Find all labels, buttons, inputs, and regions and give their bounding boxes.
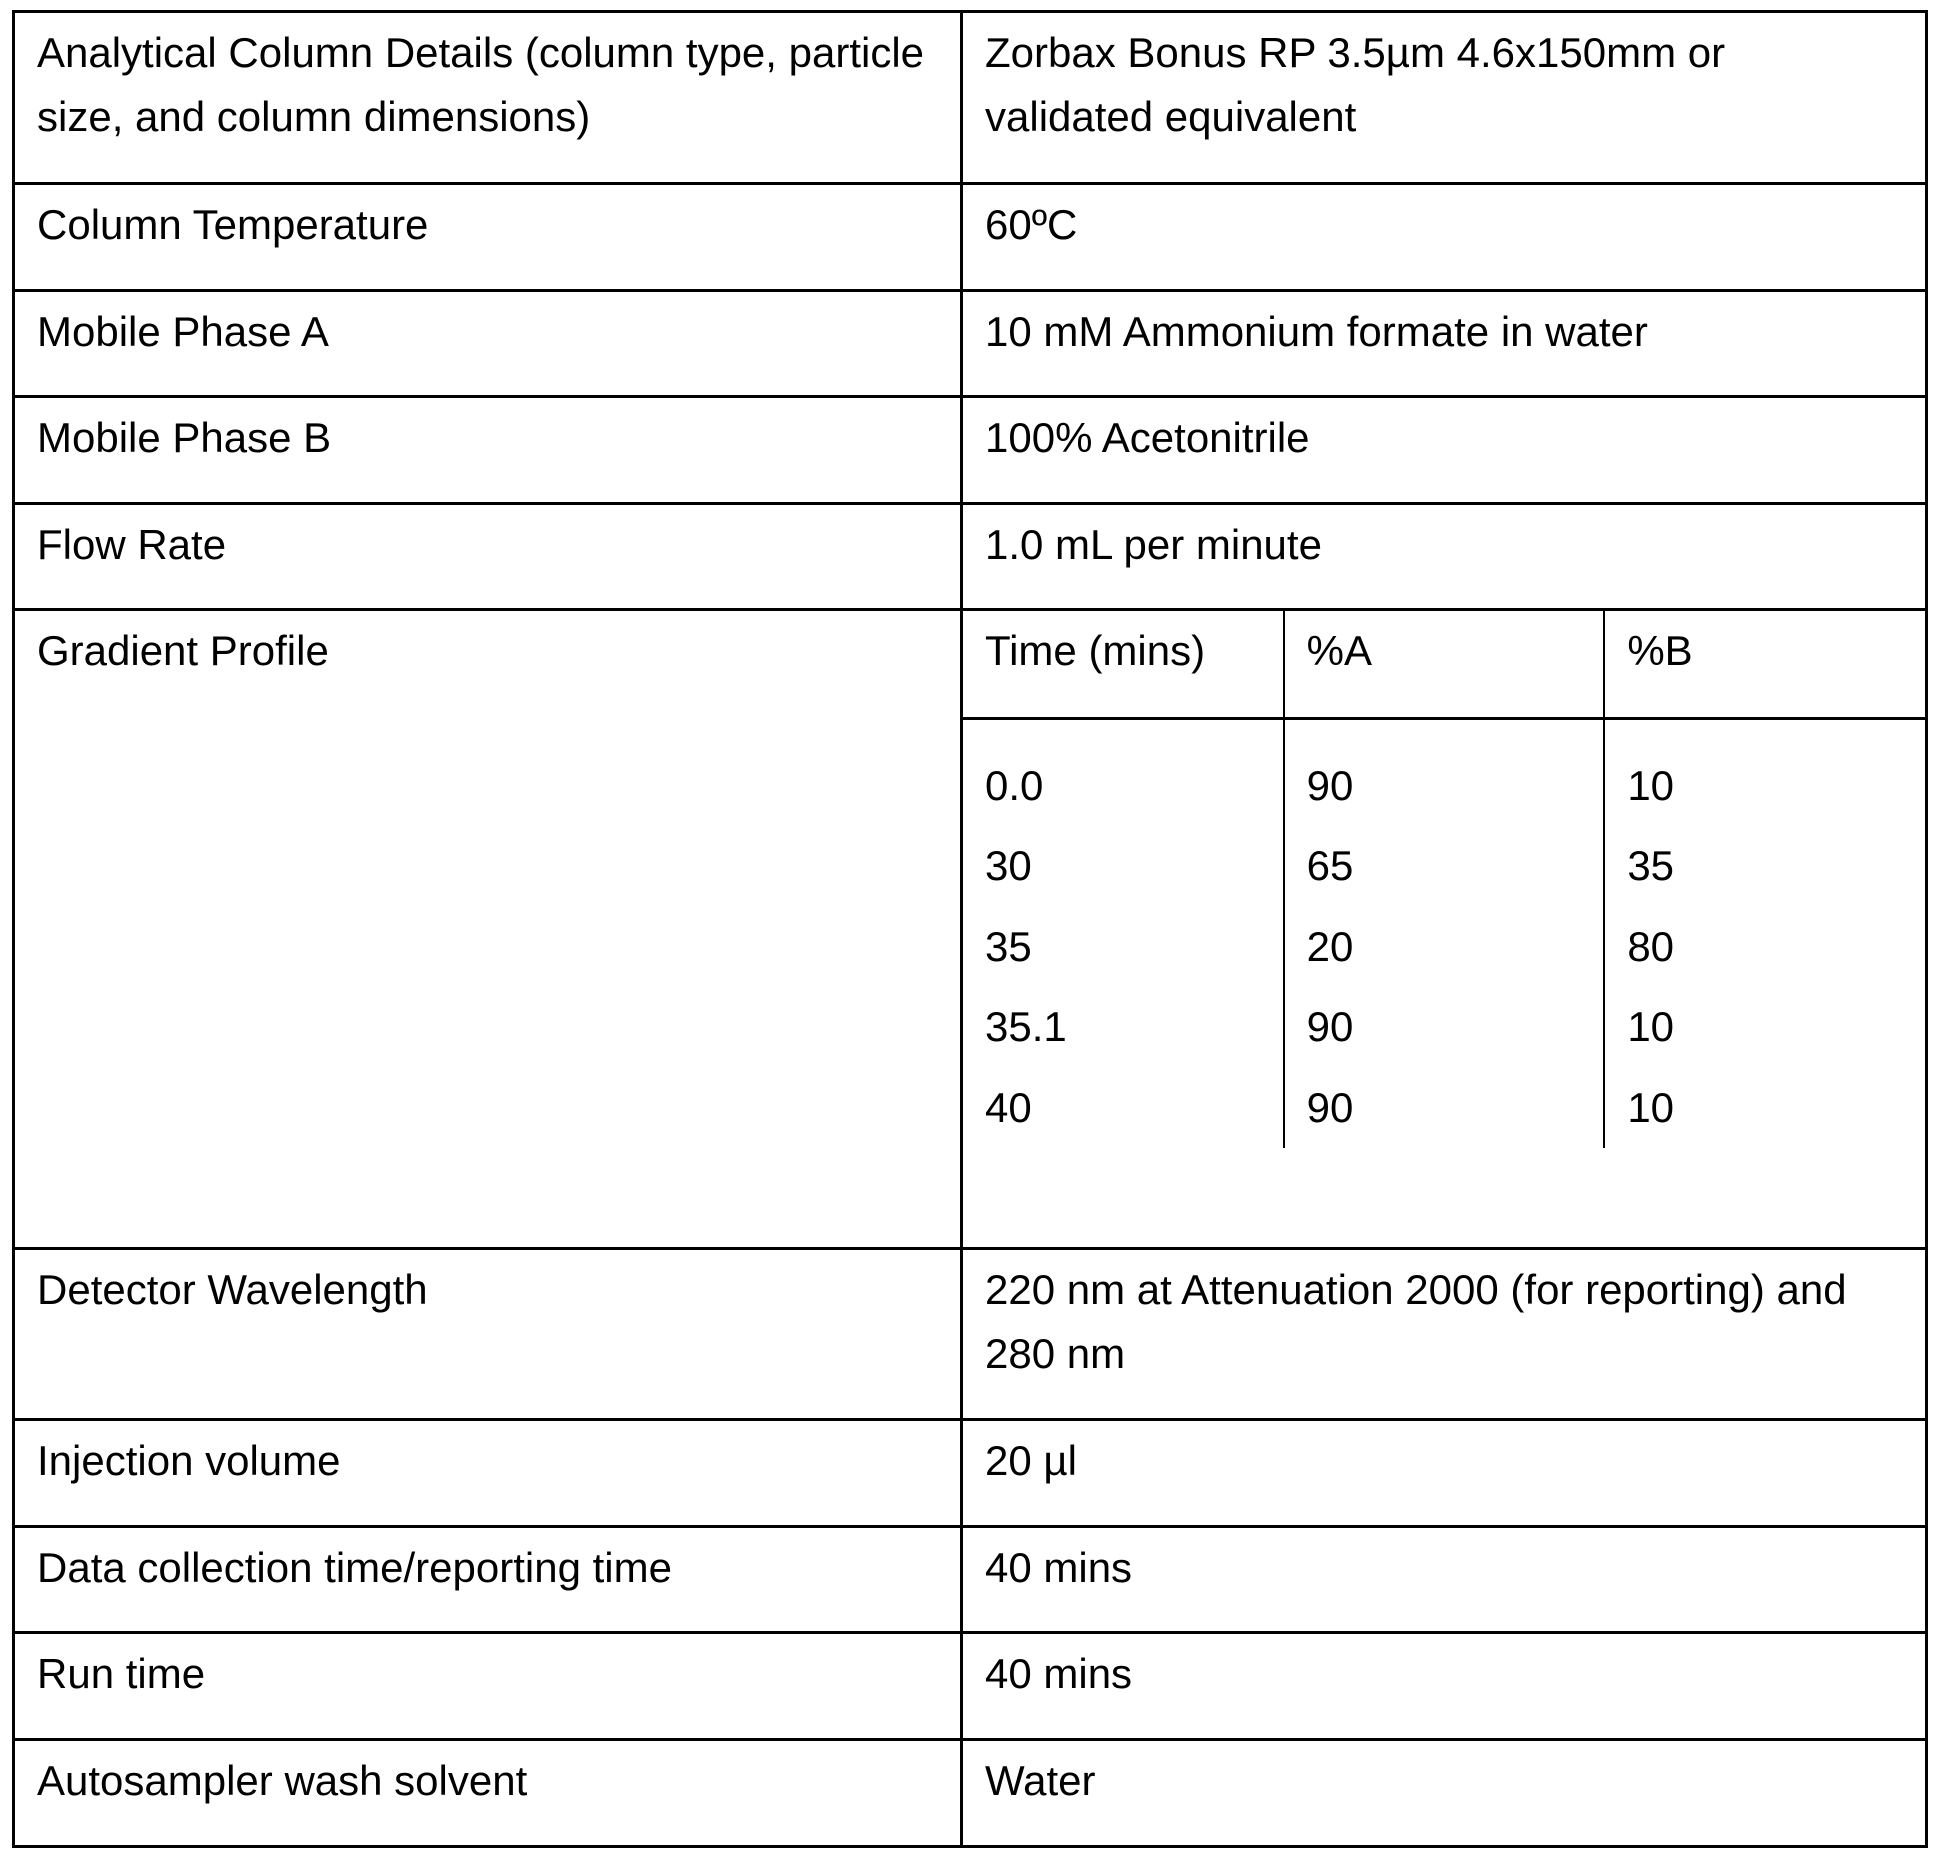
b-value: 10 [1627,987,1903,1068]
table-row [14,1633,1927,1740]
time-value: 35.1 [985,987,1261,1068]
table-row [14,291,1927,397]
row-label: Mobile Phase A [14,291,962,397]
a-value: 20 [1307,907,1582,988]
row-value: 1.0 mL per minute [962,504,1927,610]
b-column [1604,718,1925,1148]
a-column [1284,718,1605,1148]
row-value: 20 µl [962,1420,1927,1527]
row-label: Mobile Phase B [14,397,962,504]
time-value: 35 [985,907,1261,988]
row-value: Zorbax Bonus RP 3.5µm 4.6x150mm or validated equivalent [962,12,1927,184]
b-value: 80 [1627,907,1903,988]
b-value: 10 [1627,1068,1903,1149]
gradient-table [963,611,1925,1148]
hplc-conditions-table [12,10,1928,1848]
row-label: Autosampler wash solvent [14,1740,962,1847]
row-value: 40 mins [962,1633,1927,1740]
header-a: %A [1284,611,1605,718]
row-label: Detector Wavelength [14,1249,962,1420]
gradient-header-row [963,611,1925,718]
row-label: Column Temperature [14,184,962,291]
row-label: Flow Rate [14,504,962,610]
time-column [963,718,1284,1148]
header-time: Time (mins) [963,611,1284,718]
a-value: 90 [1307,1068,1582,1149]
table-row [14,1527,1927,1633]
a-value: 65 [1307,826,1582,907]
row-value: 220 nm at Attenuation 2000 (for reporting) and 280 nm [962,1249,1927,1420]
row-label: Analytical Column Details (column type, particle size, and column dimensions) [14,12,962,184]
row-value: 100% Acetonitrile [962,397,1927,504]
row-label: Data collection time/reporting time [14,1527,962,1633]
b-value: 10 [1627,746,1903,827]
row-value: 40 mins [962,1527,1927,1633]
a-value: 90 [1307,746,1582,827]
gradient-body-row [963,718,1925,1148]
time-value: 40 [985,1068,1261,1149]
table-row [14,397,1927,504]
b-value: 35 [1627,826,1903,907]
time-value: 0.0 [985,746,1261,827]
header-b: %B [1604,611,1925,718]
row-label: Injection volume [14,1420,962,1527]
row-value: 10 mM Ammonium formate in water [962,291,1927,397]
table-row [14,184,1927,291]
row-value: Water [962,1740,1927,1847]
a-value: 90 [1307,987,1582,1068]
row-value: 60ºC [962,184,1927,291]
table-row [14,12,1927,184]
time-value: 30 [985,826,1261,907]
gradient-row [14,610,1927,1249]
table-row [14,1420,1927,1527]
table-row [14,504,1927,610]
table-row [14,1249,1927,1420]
row-label: Gradient Profile [14,610,962,1249]
gradient-table-cell [962,610,1927,1249]
row-label: Run time [14,1633,962,1740]
table-row [14,1740,1927,1847]
